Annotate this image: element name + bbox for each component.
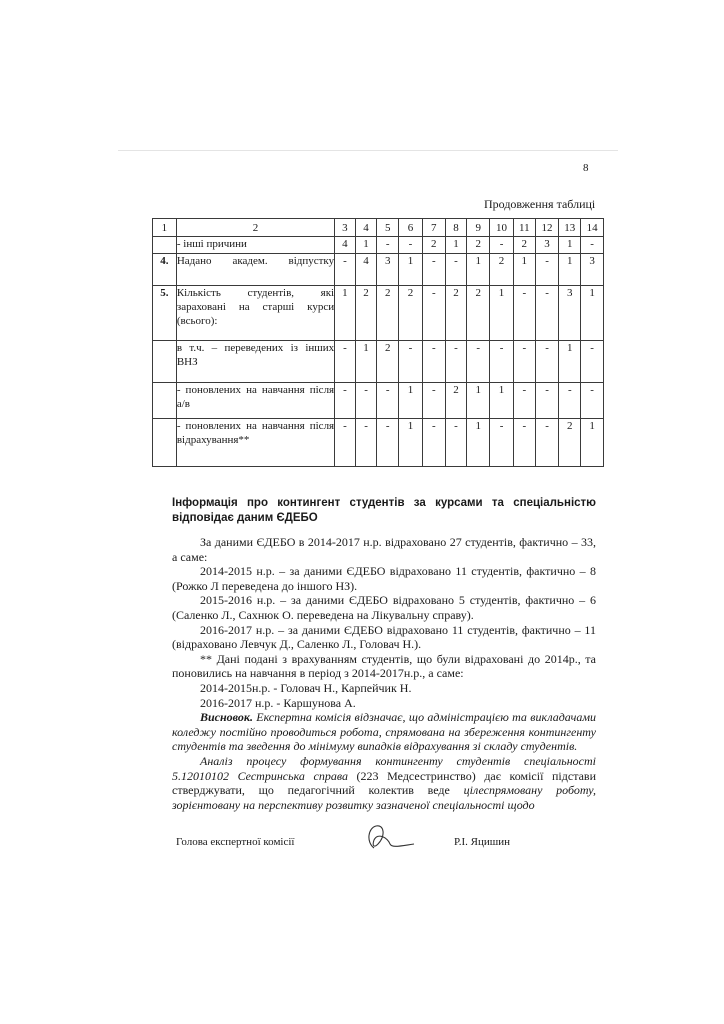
row-label: - інші причини xyxy=(176,237,334,254)
value-cell: - xyxy=(445,419,467,467)
value-cell: 1 xyxy=(467,254,490,286)
value-cell: 1 xyxy=(581,286,604,341)
row-number xyxy=(153,419,177,467)
value-cell: - xyxy=(581,237,604,254)
row-number xyxy=(153,383,177,419)
value-cell: - xyxy=(513,341,535,383)
value-cell: - xyxy=(445,341,467,383)
handwritten-signature xyxy=(360,818,416,854)
value-cell: - xyxy=(535,286,559,341)
signature-title: Голова експертної комісії xyxy=(176,836,295,848)
value-cell: 3 xyxy=(535,237,559,254)
header-cell: 14 xyxy=(581,219,604,237)
row-label: - поновлених на навчання після а/в xyxy=(176,383,334,419)
value-cell: - xyxy=(581,383,604,419)
conclusion-text: Експертна комісія відзначає, що адміністрацією та викладачами коледжу постійно проводиться робота, спрямована на збереження контингенту студентів та зведення до мінімуму випадків відрахування зі складу студентів. xyxy=(172,710,597,754)
paragraph-analysis xyxy=(172,754,596,812)
value-cell: 1 xyxy=(399,383,423,419)
header-cell: 10 xyxy=(490,219,514,237)
signature-name: Р.І. Яцишин xyxy=(454,836,511,848)
table-header-row xyxy=(153,219,604,237)
statistics-table xyxy=(152,218,604,467)
row-number: 4. xyxy=(153,254,177,286)
row-label: Надано академ. відпустку xyxy=(176,254,334,286)
value-cell: - xyxy=(422,341,445,383)
paragraph-restored-1: 2014-2015н.р. - Головач Н., Карпейчик Н. xyxy=(200,680,412,695)
value-cell: 2 xyxy=(445,286,467,341)
paragraph-conclusion xyxy=(172,710,596,754)
analysis-part-c: цілеспрямовану роботу, зорієнтовану на перспективу розвитку зазначеної спеціальності щодо xyxy=(172,783,596,812)
value-cell: 1 xyxy=(490,286,514,341)
value-cell: 3 xyxy=(581,254,604,286)
header-cell: 9 xyxy=(467,219,490,237)
header-cell: 3 xyxy=(335,219,356,237)
value-cell: - xyxy=(535,419,559,467)
value-cell: 2 xyxy=(422,237,445,254)
value-cell: - xyxy=(445,254,467,286)
header-cell: 6 xyxy=(399,219,423,237)
header-cell: 7 xyxy=(422,219,445,237)
table-row xyxy=(153,383,604,419)
body-text xyxy=(172,496,596,812)
value-cell: - xyxy=(422,286,445,341)
value-cell: - xyxy=(513,286,535,341)
value-cell: - xyxy=(513,383,535,419)
value-cell: 2 xyxy=(490,254,514,286)
value-cell: - xyxy=(377,237,399,254)
value-cell: 1 xyxy=(399,419,423,467)
value-cell: - xyxy=(535,341,559,383)
value-cell: - xyxy=(513,419,535,467)
header-cell: 12 xyxy=(535,219,559,237)
value-cell: 1 xyxy=(490,383,514,419)
value-cell: 4 xyxy=(355,254,377,286)
row-label: Кількість студентів, які зараховані на старші курси (всього): xyxy=(176,286,334,341)
value-cell: 1 xyxy=(335,286,356,341)
conclusion-label: Висновок. xyxy=(200,710,253,725)
page-number: 8 xyxy=(583,162,589,174)
value-cell: 2 xyxy=(377,286,399,341)
value-cell: 1 xyxy=(399,254,423,286)
value-cell: - xyxy=(335,341,356,383)
header-cell: 11 xyxy=(513,219,535,237)
paragraph-summary: За даними ЄДЕБО в 2014-2017 н.р. відраховано 27 студентів, фактично – 33, а саме: xyxy=(172,535,596,564)
value-cell: - xyxy=(377,419,399,467)
value-cell: - xyxy=(581,341,604,383)
value-cell: 1 xyxy=(559,237,581,254)
value-cell: - xyxy=(422,419,445,467)
analysis-part-a: Аналіз процесу формування контингенту студентів спеціальності 5.12010102 Сестринська справа xyxy=(172,753,596,783)
value-cell: - xyxy=(377,383,399,419)
value-cell: 1 xyxy=(513,254,535,286)
table-row xyxy=(153,254,604,286)
paragraph-restored-2: 2016-2017 н.р. - Каршунова А. xyxy=(200,695,356,710)
row-label: - поновлених на навчання після відрахування** xyxy=(176,419,334,467)
row-number: 5. xyxy=(153,286,177,341)
value-cell: - xyxy=(490,341,514,383)
value-cell: - xyxy=(535,254,559,286)
row-label: в т.ч. – переведених із інших ВНЗ xyxy=(176,341,334,383)
header-cell: 13 xyxy=(559,219,581,237)
value-cell: 1 xyxy=(355,341,377,383)
value-cell: - xyxy=(355,383,377,419)
value-cell: - xyxy=(399,341,423,383)
value-cell: - xyxy=(559,383,581,419)
value-cell: - xyxy=(467,341,490,383)
paragraph-footnote: ** Дані подані з врахуванням студентів, що були відраховані до 2014р., та поновились на навчання в період з 2014-2017н.р., а саме: xyxy=(172,651,596,681)
value-cell: 1 xyxy=(581,419,604,467)
value-cell: 1 xyxy=(559,254,581,286)
value-cell: - xyxy=(335,254,356,286)
analysis-part-b: (223 Медсестринство) дає комісії підстави стверджувати, що педагогічний колектив веде xyxy=(172,768,596,798)
scan-edge-line xyxy=(118,150,618,151)
value-cell: 2 xyxy=(445,383,467,419)
value-cell: 1 xyxy=(355,237,377,254)
value-cell: - xyxy=(399,237,423,254)
value-cell: - xyxy=(490,237,514,254)
table-row xyxy=(153,341,604,383)
header-cell: 5 xyxy=(377,219,399,237)
value-cell: 3 xyxy=(559,286,581,341)
value-cell: 2 xyxy=(467,237,490,254)
row-number xyxy=(153,341,177,383)
value-cell: - xyxy=(535,383,559,419)
value-cell: 2 xyxy=(467,286,490,341)
header-cell: 8 xyxy=(445,219,467,237)
continuation-label: Продовження таблиці xyxy=(484,197,596,211)
table-row xyxy=(153,419,604,467)
value-cell: - xyxy=(355,419,377,467)
value-cell: 2 xyxy=(377,341,399,383)
paragraph-2015-2016: 2015-2016 н.р. – за даними ЄДЕБО відраховано 5 студентів, фактично – 6 (Саленко Л., Сахнюк О. переведена на Лікувальну справу). xyxy=(172,593,596,622)
value-cell: 1 xyxy=(467,419,490,467)
header-cell: 1 xyxy=(153,219,177,237)
header-cell: 2 xyxy=(176,219,334,237)
value-cell: 2 xyxy=(355,286,377,341)
table-row xyxy=(153,286,604,341)
paragraph-2016-2017: 2016-2017 н.р. – за даними ЄДЕБО відраховано 11 студентів, фактично – 11 (відраховано Левчук Д., Саленко Л., Головач Н.). xyxy=(172,622,596,652)
row-number xyxy=(153,237,177,254)
section-heading: Інформація про контингент студентів за курсами та спеціальністю відповідає даним ЄДЕБО xyxy=(172,497,596,524)
table-row xyxy=(153,237,604,254)
paragraph-2014-2015: 2014-2015 н.р. – за даними ЄДЕБО відраховано 11 студентів, фактично – 8 (Рожко Л переведена до іншого НЗ). xyxy=(172,564,596,593)
value-cell: - xyxy=(335,419,356,467)
header-cell: 4 xyxy=(355,219,377,237)
value-cell: - xyxy=(422,254,445,286)
value-cell: 4 xyxy=(335,237,356,254)
value-cell: - xyxy=(490,419,514,467)
value-cell: - xyxy=(335,383,356,419)
value-cell: 1 xyxy=(445,237,467,254)
value-cell: 2 xyxy=(559,419,581,467)
value-cell: - xyxy=(422,383,445,419)
value-cell: 1 xyxy=(559,341,581,383)
value-cell: 2 xyxy=(513,237,535,254)
value-cell: 3 xyxy=(377,254,399,286)
value-cell: 1 xyxy=(467,383,490,419)
value-cell: 2 xyxy=(399,286,423,341)
